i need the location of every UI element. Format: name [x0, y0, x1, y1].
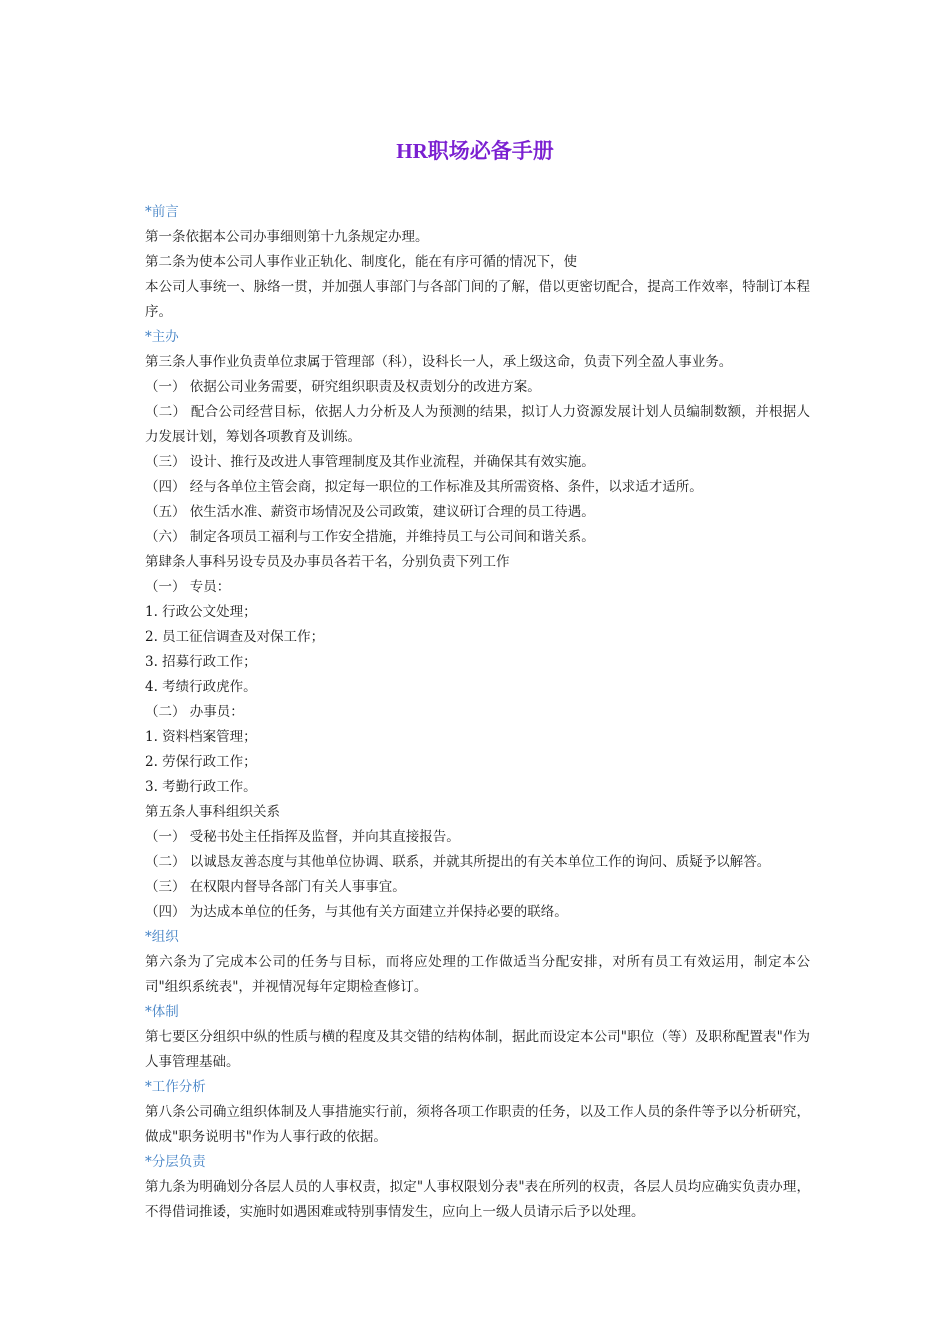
section-heading: *体制: [145, 1004, 179, 1020]
paragraph: 第七要区分组织中纵的性质与横的程度及其交错的结构体制，据此而设定本公司"职位（等）及职称配置表"作为人事管理基础。: [145, 1029, 810, 1070]
paragraph: 第八条公司确立组织体制及人事措施实行前，须将各项工作职责的任务，以及工作人员的条件等予以分析研究，做成"职务说明书"作为人事行政的依据。: [145, 1104, 810, 1145]
text-line: （一） 受秘书处主任指挥及监督，并向其直接报告。: [145, 829, 460, 845]
text-line: （三） 在权限内督导各部门有关人事事宜。: [145, 879, 406, 895]
paragraph: 第六条为了完成本公司的任务与目标，而将应处理的工作做适当分配安排，对所有员工有效运用，制定本公司"组织系统表"，并视情况每年定期检查修订。: [145, 954, 810, 995]
text-line: 3. 招募行政工作；: [145, 654, 257, 670]
text-line: 第肆条人事科另设专员及办事员各若干名，分别负责下列工作: [145, 554, 510, 570]
text-line: 1. 行政公文处理；: [145, 604, 257, 620]
section-heading: *前言: [145, 204, 179, 220]
text-line: （三） 设计、推行及改进人事管理制度及其作业流程，并确保其有效实施。: [145, 454, 595, 470]
text-line: 第一条依据本公司办事细则第十九条规定办理。: [145, 229, 429, 245]
text-line: （四） 为达成本单位的任务，与其他有关方面建立并保持必要的联络。: [145, 904, 568, 920]
text-line: 4. 考绩行政虎作。: [145, 679, 257, 695]
paragraph: 第九条为明确划分各层人员的人事权责，拟定"人事权限划分表"表在所列的权责，各层人员均应确实负责办理，不得借词推诿，实施时如遇困难或特别事情发生，应向上一级人员请示后予以处理。: [145, 1179, 810, 1220]
section-heading: *工作分析: [145, 1079, 206, 1095]
paragraph: （二） 配合公司经营目标，依据人力分析及人为预测的结果，拟订人力资源发展计划人员编制数额，并根据人力发展计划，筹划各项教育及训练。: [145, 404, 810, 445]
text-line: 第五条人事科组织关系: [145, 804, 280, 820]
text-line: 2. 劳保行政工作；: [145, 754, 257, 770]
document-body: [145, 200, 810, 1225]
text-line: 第二条为使本公司人事作业正轨化、制度化，能在有序可循的情况下，使: [145, 254, 577, 270]
section-heading: *主办: [145, 329, 179, 345]
document-title: HR职场必备手册: [396, 139, 554, 163]
text-line: （四） 经与各单位主管会商，拟定每一职位的工作标准及其所需资格、条件，以求适才适所。: [145, 479, 703, 495]
text-line: 3. 考勤行政工作。: [145, 779, 257, 795]
text-line: （五） 依生活水准、薪资市场情况及公司政策，建议研订合理的员工待遇。: [145, 504, 595, 520]
text-line: （一） 专员：: [145, 579, 231, 595]
text-line: 第三条人事作业负责单位隶属于管理部（科），设科长一人，承上级这命，负责下列全盈人事业务。: [145, 354, 733, 370]
text-line: （一） 依据公司业务需要，研究组织职责及权责划分的改进方案。: [145, 379, 541, 395]
text-line: （六） 制定各项员工福利与工作安全措施，并维持员工与公司间和谐关系。: [145, 529, 595, 545]
paragraph: 本公司人事统一、脉络一贯，并加强人事部门与各部门间的了解，借以更密切配合，提高工作效率，特制订本程序。: [145, 279, 810, 320]
section-heading: *分层负责: [145, 1154, 206, 1170]
text-line: （二） 办事员：: [145, 704, 244, 720]
text-line: 2. 员工征信调查及对保工作；: [145, 629, 325, 645]
text-line: 1. 资料档案管理；: [145, 729, 257, 745]
text-line: （二） 以诚恳友善态度与其他单位协调、联系，并就其所提出的有关本单位工作的询问、质疑予以解答。: [145, 854, 771, 870]
section-heading: *组织: [145, 929, 179, 945]
